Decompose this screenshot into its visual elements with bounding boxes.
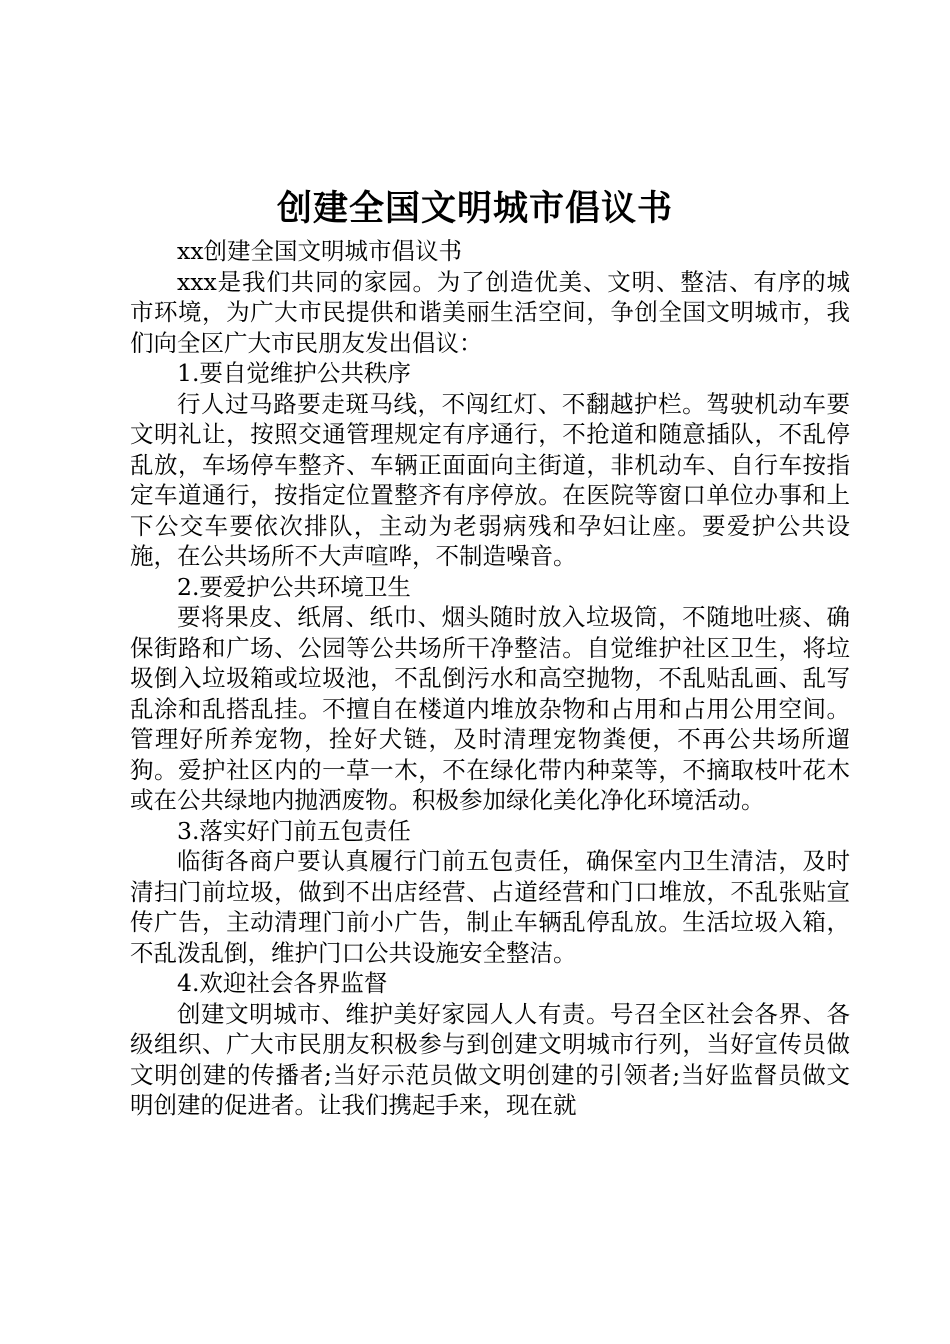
section-paragraph-1: 行人过马路要走斑马线，不闯红灯、不翻越护栏。驾驶机动车要文明礼让，按照交通管理规定有序通行，不抢道和随意插队，不乱停乱放，车场停车整齐、车辆正面面向主街道，非机动车、自行车按指定车道通行，按指定位置整齐有序停放。在医院等窗口单位办事和上下公交车要依次排队，主动为老弱病残和孕妇让座。要爱护公共设施，在公共场所不大声喧哗，不制造噪音。 <box>130 389 850 570</box>
section-heading-3: 3.落实好门前五包责任 <box>177 816 411 845</box>
intro-paragraph: xxx是我们共同的家园。为了创造优美、文明、整洁、有序的城市环境，为广大市民提供和谐美丽生活空间，争创全国文明城市，我们向全区广大市民朋友发出倡议： <box>130 267 850 357</box>
section-heading-4: 4.欢迎社会各界监督 <box>177 969 388 997</box>
document-title: 创建全国文明城市倡议书 <box>276 189 673 229</box>
section-paragraph-3: 临街各商户要认真履行门前五包责任，确保室内卫生清洁，及时清扫门前垃圾，做到不出店经营、占道经营和门口堆放，不乱张贴宣传广告，主动清理门前小广告，制止车辆乱停乱放。生活垃圾入箱，不乱泼乱倒，维护门口公共设施安全整洁。 <box>130 847 850 967</box>
section-paragraph-4: 创建文明城市、维护美好家园人人有责。号召全区社会各界、各级组织、广大市民朋友积极参与到创建文明城市行列，当好宣传员做文明创建的传播者;当好示范员做文明创建的引领者;当好监督员做文明创建的促进者。让我们携起手来，现在就 <box>130 999 850 1119</box>
document-body <box>130 236 850 1121</box>
subtitle-line: xx创建全国文明城市倡议书 <box>177 237 463 265</box>
section-heading-2: 2.要爱护公共环境卫生 <box>177 572 411 601</box>
section-heading-1: 1.要自觉维护公共秩序 <box>177 359 411 387</box>
section-paragraph-2: 要将果皮、纸屑、纸巾、烟头随时放入垃圾筒，不随地吐痰、确保街路和广场、公园等公共场所干净整洁。自觉维护社区卫生，将垃圾倒入垃圾箱或垃圾池，不乱倒污水和高空抛物，不乱贴乱画、乱写乱涂和乱搭乱挂。不擅自在楼道内堆放杂物和占用和占用公用空间。管理好所养宠物，拴好犬链，及时清理宠物粪便，不再公共场所遛狗。爱护社区内的一草一木，不在绿化带内种菜等，不摘取枝叶花木或在公共绿地内抛洒废物。积极参加绿化美化净化环境活动。 <box>130 603 850 814</box>
